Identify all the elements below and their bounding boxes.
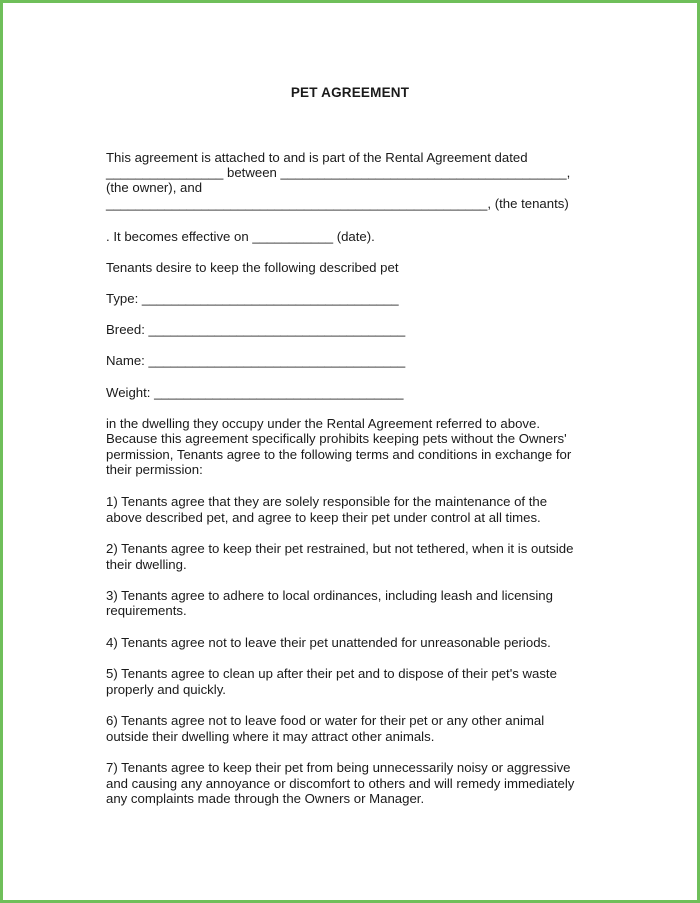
effective-date-line: . It becomes effective on ___________ (date). bbox=[106, 229, 375, 244]
intro-line-2: ________________ between _______________________________________, bbox=[106, 165, 571, 180]
term-7-line-2: and causing any annoyance or discomfort to others and will remedy immediately bbox=[106, 776, 575, 791]
term-7-line-1: 7) Tenants agree to keep their pet from being unnecessarily noisy or aggressive bbox=[106, 760, 571, 775]
document-title: PET AGREEMENT bbox=[290, 85, 410, 100]
intro-line-3: (the owner), and bbox=[106, 180, 203, 195]
pet-type-field: Type: ___________________________________ bbox=[106, 291, 399, 306]
intro-line-4: ____________________________________________________, (the tenants) bbox=[106, 196, 569, 211]
term-7-line-3: any complaints made through the Owners or Manager. bbox=[106, 791, 425, 806]
preamble-line-3: permission, Tenants agree to the following terms and conditions in exchange for bbox=[106, 447, 572, 462]
term-1-line-2: above described pet, and agree to keep their pet under control at all times. bbox=[106, 510, 541, 525]
term-6-line-2: outside their dwelling where it may attract other animals. bbox=[106, 729, 435, 744]
term-6-line-1: 6) Tenants agree not to leave food or water for their pet or any other animal bbox=[106, 713, 545, 728]
pet-weight-field: Weight: __________________________________ bbox=[106, 385, 404, 400]
term-5-line-1: 5) Tenants agree to clean up after their pet and to dispose of their pet's waste bbox=[106, 666, 557, 681]
term-2-line-2: their dwelling. bbox=[106, 557, 187, 572]
pet-description-intro: Tenants desire to keep the following described pet bbox=[106, 260, 399, 275]
pet-breed-field: Breed: ___________________________________ bbox=[106, 322, 406, 337]
preamble-line-1: in the dwelling they occupy under the Rental Agreement referred to above. bbox=[106, 416, 540, 431]
term-2-line-1: 2) Tenants agree to keep their pet restrained, but not tethered, when it is outside bbox=[106, 541, 574, 556]
preamble-line-2: Because this agreement specifically prohibits keeping pets without the Owners' bbox=[106, 431, 567, 446]
intro-line-1: This agreement is attached to and is part of the Rental Agreement dated bbox=[106, 150, 528, 165]
term-3-line-1: 3) Tenants agree to adhere to local ordinances, including leash and licensing bbox=[106, 588, 553, 603]
term-5-line-2: properly and quickly. bbox=[106, 682, 226, 697]
preamble-line-4: their permission: bbox=[106, 462, 203, 477]
pet-name-field: Name: ___________________________________ bbox=[106, 353, 406, 368]
term-4-line-1: 4) Tenants agree not to leave their pet unattended for unreasonable periods. bbox=[106, 635, 551, 650]
term-3-line-2: requirements. bbox=[106, 603, 187, 618]
term-1-line-1: 1) Tenants agree that they are solely responsible for the maintenance of the bbox=[106, 494, 548, 509]
